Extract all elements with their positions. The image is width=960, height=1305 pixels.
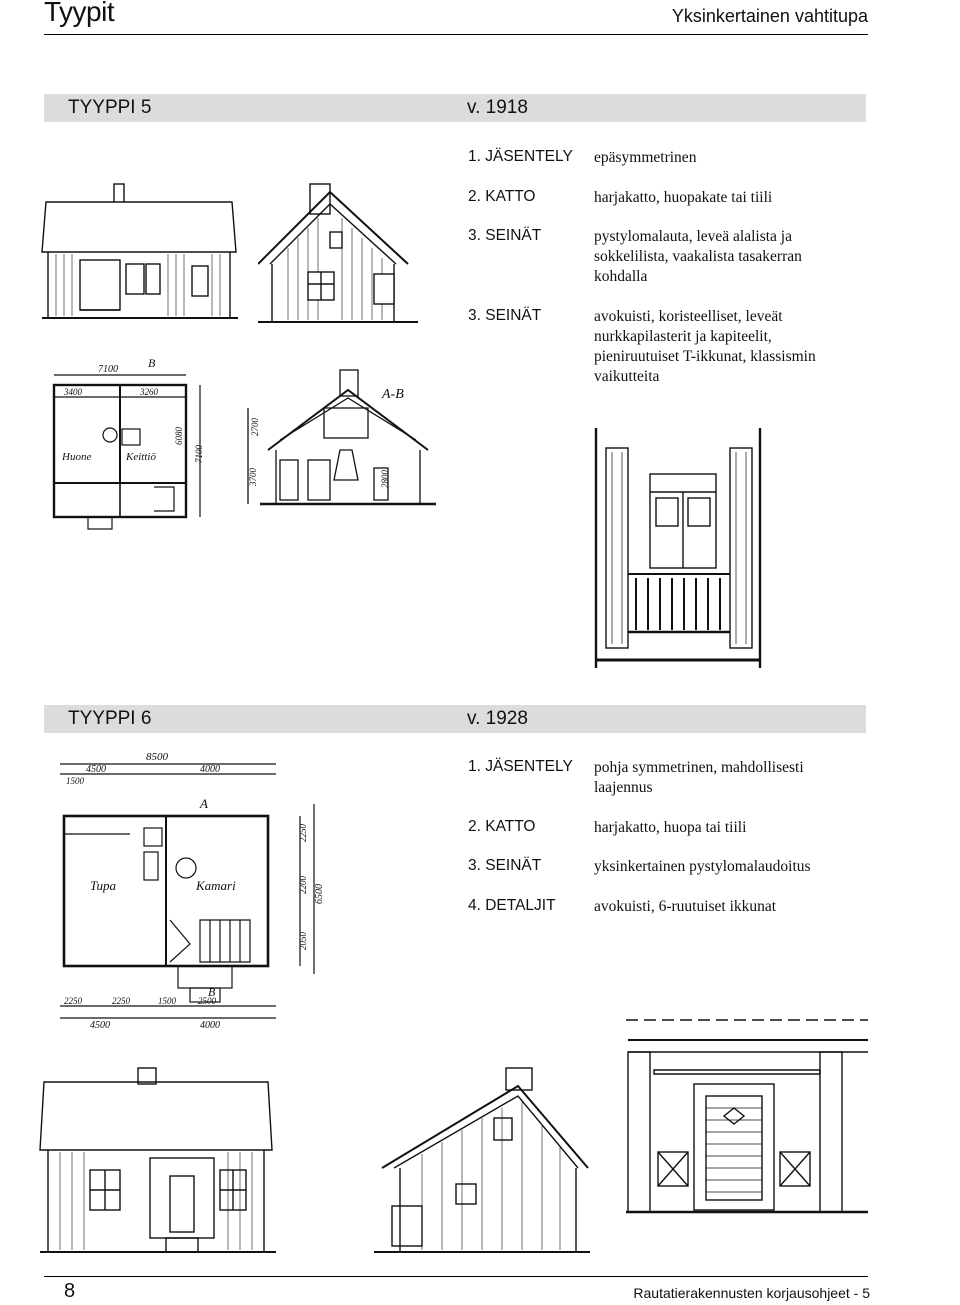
plan-dim: 7100: [98, 364, 118, 375]
footer-text: Rautatierakennusten korjausohjeet - 5: [633, 1285, 870, 1301]
plan-dim: 8500: [146, 751, 168, 763]
plan-dim: 4000: [200, 1020, 220, 1031]
section-dim: 2700: [250, 418, 260, 436]
type6-spec-value: yksinkertainen pystylomalaudoitus: [594, 858, 811, 875]
plan-dim: 4500: [90, 1020, 110, 1031]
type6-spec-value: avokuisti, 6-ruutuiset ikkunat: [594, 898, 777, 915]
type5-spec-label: 3. SEINÄT: [468, 227, 542, 244]
type6-title: TYYPPI 6: [68, 708, 152, 729]
type6-porch-detail: [624, 1012, 870, 1218]
type5-spec-label: 1. JÄSENTELY: [468, 148, 573, 165]
section-dim: 3700: [248, 468, 258, 486]
type5-porch-detail: [592, 424, 764, 674]
plan-dim: 4000: [200, 764, 220, 775]
type6-spec-value: harjakatto, huopa tai tiili: [594, 819, 747, 836]
section-mark: B: [208, 985, 216, 999]
plan-room-label: Kamari: [196, 878, 236, 893]
type6-spec-label: 1. JÄSENTELY: [468, 758, 573, 775]
plan-dim: 1500: [158, 996, 176, 1006]
type5-title: TYYPPI 5: [68, 97, 152, 118]
header-rule: [44, 34, 868, 35]
plan-dim: 3400: [64, 387, 82, 397]
type5-spec-label: 3. SEINÄT: [468, 307, 542, 324]
section-mark: A: [200, 796, 208, 811]
type5-front-elevation: [40, 182, 240, 330]
page-subtitle: Yksinkertainen vahtitupa: [671, 6, 868, 26]
plan-dim: 1500: [66, 776, 84, 786]
plan-room-label: Keittiö: [126, 451, 156, 463]
plan-dim: 4500: [86, 764, 106, 775]
plan-dim: 6500: [314, 884, 325, 904]
type6-front-elevation: [38, 1066, 278, 1266]
plan-dim: 3260: [140, 387, 158, 397]
plan-dim: 2500: [198, 996, 216, 1006]
plan-dim: 2200: [298, 876, 308, 894]
type5-spec-value: avokuisti, koristeelliset, leveät nurkkapilasterit ja kapiteelit, pieniruutuiset T-ikkunat, klassismin vaikutteita: [594, 308, 816, 385]
section-mark: B: [148, 356, 156, 370]
type5-section: [240, 368, 440, 528]
type5-spec-value: epäsymmetrinen: [594, 149, 697, 166]
type6-side-elevation: [372, 1066, 592, 1266]
type5-side-elevation: [258, 182, 418, 330]
plan-room-label: Tupa: [90, 878, 117, 893]
type5-floor-plan: [24, 345, 216, 540]
page-number: 8: [64, 1280, 76, 1302]
plan-dim: 2250: [64, 996, 82, 1006]
type5-spec-label: 2. KATTO: [468, 188, 536, 205]
type6-floor-plan: [50, 744, 350, 1034]
type5-band: [44, 94, 866, 122]
plan-dim: 2250: [112, 996, 130, 1006]
section-dim: 2800: [380, 470, 390, 488]
type5-spec-value: harjakatto, huopakate tai tiili: [594, 189, 773, 206]
plan-dim: 6080: [174, 427, 184, 445]
type6-band: [44, 705, 866, 733]
plan-dim: 2250: [298, 824, 308, 842]
type5-year: v. 1918: [467, 97, 528, 118]
type6-year: v. 1928: [467, 708, 528, 729]
footer-rule: [44, 1276, 868, 1277]
plan-room-label: Huone: [62, 451, 92, 463]
plan-dim: 2050: [298, 932, 308, 950]
type6-spec-label: 4. DETALJIT: [468, 897, 556, 914]
type6-spec-value: pohja symmetrinen, mahdollisesti laajennus: [594, 759, 804, 796]
section-label: A-B: [382, 387, 404, 402]
plan-dim: 7100: [194, 445, 204, 463]
type5-spec-value: pystylomalauta, leveä alalista ja sokkelilista, vaakalista tasakerran kohdalla: [594, 228, 802, 285]
page-title: Tyypit: [44, 0, 115, 27]
type6-spec-label: 2. KATTO: [468, 818, 536, 835]
type6-spec-label: 3. SEINÄT: [468, 857, 542, 874]
